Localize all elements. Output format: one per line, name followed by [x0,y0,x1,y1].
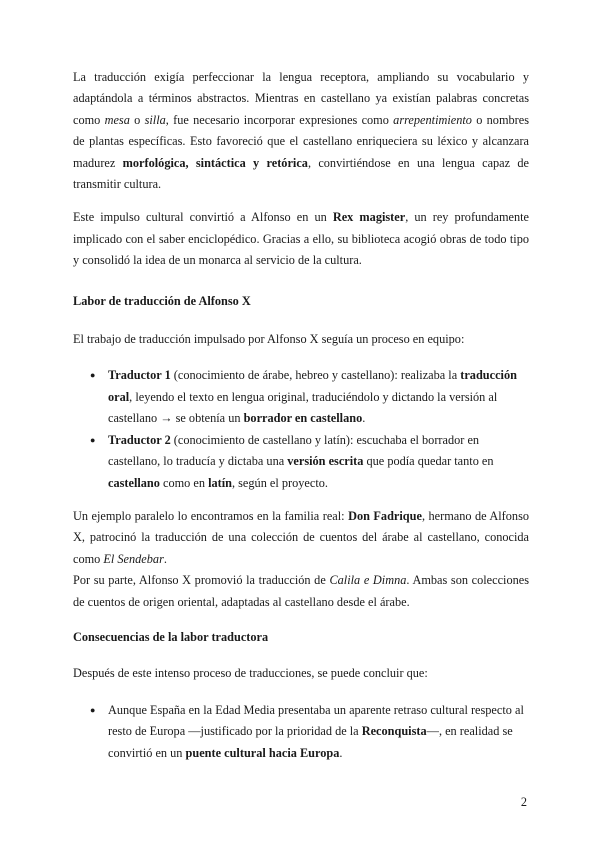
italic-term-arrepentimiento: arrepentimiento [393,112,472,127]
bold-term-don-fadrique: Don Fadrique [348,508,422,523]
paragraph-conclusion-intro: Después de este intenso proceso de traducciones, se puede concluir que: [73,666,428,681]
list-item-puente-cultural: ● Aunque España en la Edad Media presentaba un aparente retraso cultural respecto al resto de Europa —justificado por la prioridad de la Reconquista—, en realidad se convirtió en un puente cultural hacia Europa. [73,700,529,764]
document-body [73,63,529,764]
italic-term-silla: silla [144,112,166,127]
bullet-icon: ● [90,434,96,445]
heading-consecuencias: Consecuencias de la labor traductora [73,629,269,644]
bullet-icon: ● [90,704,96,715]
italic-term-mesa: mesa [104,112,130,127]
paragraph-rex-magister: Este impulso cultural convirtió a Alfonso en un Rex magister, un rey profundamente implicado con el saber enciclopédico. Gracias a ello, su biblioteca acogió obras de todo tipo y consolidó la idea de un monarca al servicio de la cultura. [73,210,529,268]
list-item-traductor-1: ● Traductor 1 (conocimiento de árabe, hebreo y castellano): realizaba la traducción oral, leyendo el texto en lengua original, traduciéndolo y dictando la versión al castellano → se obtenía un borrador en castellano. [73,365,529,429]
paragraph-translation-language: La traducción exigía perfeccionar la lengua receptora, ampliando su vocabulario y adaptándola a términos abstractos. Mientras en castellano ya existían palabras concretas como mesa o silla, fue necesario incorporar expresiones como arrepentimiento o nombres de plantas específicas. Esto favoreció que el castellano enriqueciera su léxico y alcanzara madurez morfológica, sintáctica y retórica, convirtiéndose en una lengua capaz de transmitir cultura. [73,70,530,192]
list-consecuencias [73,700,529,764]
paragraph-don-fadrique: Un ejemplo paralelo lo encontramos en la familia real: Don Fadrique, hermano de Alfonso X, patrocinó la traducción de una colección de cuentos del árabe al castellano, conocida como El Sendebar. [73,508,530,566]
paragraph-calila-dimna: Por su parte, Alfonso X promovió la traducción de Calila e Dimna. Ambas son colecciones de cuentos de origen oriental, adaptadas al castellano desde el árabe. [73,573,529,609]
bullet-icon: ● [90,370,96,381]
bold-term-morfologica: morfológica, sintáctica y retórica [122,155,308,170]
page-number: 2 [520,795,527,809]
list-traductores [73,365,529,493]
italic-title-sendebar: El Sendebar [103,551,164,566]
bold-term-rex-magister: Rex magister [332,210,406,225]
heading-labor-traduccion: Labor de traducción de Alfonso X [73,293,251,308]
paragraph-proceso-equipo: El trabajo de traducción impulsado por Alfonso X seguía un proceso en equipo: [73,332,465,347]
list-item-traductor-2: ● Traductor 2 (conocimiento de castellano y latín): escuchaba el borrador en castellano, lo traducía y dictaba una versión escrita que podía quedar tanto en castellano como en latín, según el proyecto. [73,430,529,494]
italic-title-calila: Calila e Dimna [329,573,407,588]
